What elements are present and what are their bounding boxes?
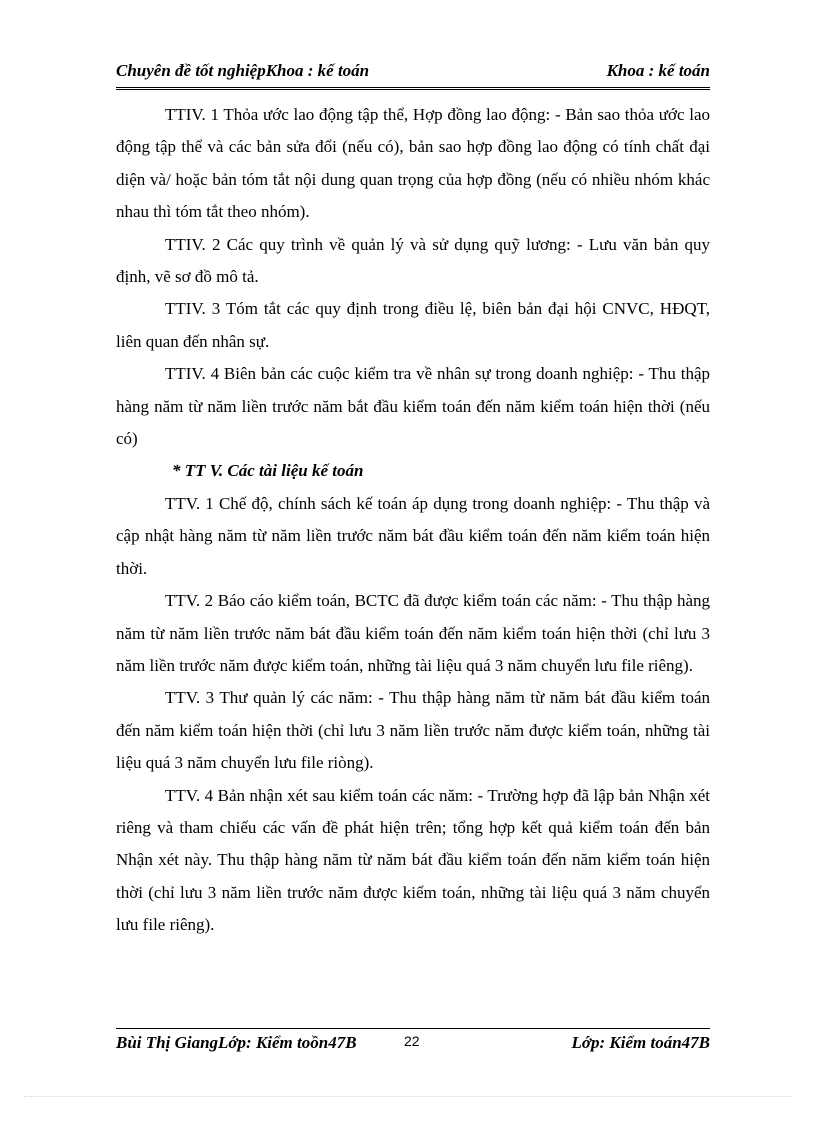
paragraph-ttiv-3: TTIV. 3 Tóm tắt các quy định trong điều lệ, biên bản đại hội CNVC, HĐQT, liên quan đến nhân sự. — [116, 299, 710, 351]
header-left-text: Chuyên đề tốt nghiệpKhoa : kế toán — [116, 61, 370, 80]
page-edge-dots — [24, 1096, 792, 1097]
page-header — [116, 61, 710, 85]
footer-right-text: Lớp: Kiểm toán47B — [571, 1033, 710, 1052]
paragraph-ttv-3: TTV. 3 Thư quản lý các năm: - Thu thập hàng năm từ năm bát đầu kiểm toán đến năm kiểm toán hiện thời (chỉ lưu 3 năm liền trước năm được kiểm toán, những tài liệu quá 3 năm chuyển lưu file riòng). — [116, 688, 710, 773]
paragraph-ttiv-4: TTIV. 4 Biên bản các cuộc kiểm tra về nhân sự trong doanh nghiệp: - Thu thập hàng năm từ năm liền trước năm bắt đầu kiểm toán đến năm kiểm toán hiện thời (nếu có) — [116, 364, 710, 449]
header-divider — [116, 87, 710, 90]
paragraph-ttv-4: TTV. 4 Bản nhận xét sau kiểm toán các năm: - Trường hợp đã lập bản Nhận xét riêng và tham chiếu các vấn đề phát hiện trên; tổng hợp kết quả kiểm toán đến bản Nhận xét này. Thu thập hàng năm từ năm bát đầu kiểm toán đến năm kiểm toán hiện thời (chỉ lưu 3 năm liền trước năm được kiểm toán, những tài liệu quá 3 năm chuyển lưu file riêng). — [116, 785, 710, 935]
header-right-text: Khoa : kế toán — [606, 61, 710, 80]
paragraph-ttiv-1: TTIV. 1 Thỏa ước lao động tập thể, Hợp đồng lao động: - Bản sao thỏa ước lao động tập thể và các bản sửa đổi (nếu có), bản sao hợp đồng lao động có tính chất đại diện và/ hoặc bản tóm tắt nội dung quan trọng của hợp đồng (nếu có nhiều nhóm khác nhau thì tóm tắt theo nhóm). — [116, 105, 710, 222]
footer-left-text: Bùi Thị GiangLớp: Kiểm toồn47B — [116, 1033, 357, 1052]
paragraph-ttv-2: TTV. 2 Báo cáo kiểm toán, BCTC đã được kiểm toán các năm: - Thu thập hàng năm từ năm liền trước năm bát đầu kiểm toán đến năm kiểm toán hiện thời (chỉ lưu 3 năm liền trước năm được kiểm toán, những tài liệu quá 3 năm chuyển lưu file riêng). — [116, 591, 710, 675]
page-number: 22 — [404, 1033, 420, 1049]
paragraph-ttv-1: TTV. 1 Chế độ, chính sách kế toán áp dụng trong doanh nghiệp: - Thu thập và cập nhật hàng năm từ năm liền trước năm bát đầu kiểm toán đến năm kiểm toán hiện thời. — [116, 493, 710, 578]
section-heading: * TT V. Các tài liệu kế toán — [172, 461, 364, 481]
paragraph-ttiv-2: TTIV. 2 Các quy trình về quản lý và sử dụng quỹ lương: - Lưu văn bản quy định, vẽ sơ đồ mô tả. — [116, 234, 710, 287]
body-text — [116, 99, 710, 942]
footer-divider — [116, 1028, 710, 1029]
